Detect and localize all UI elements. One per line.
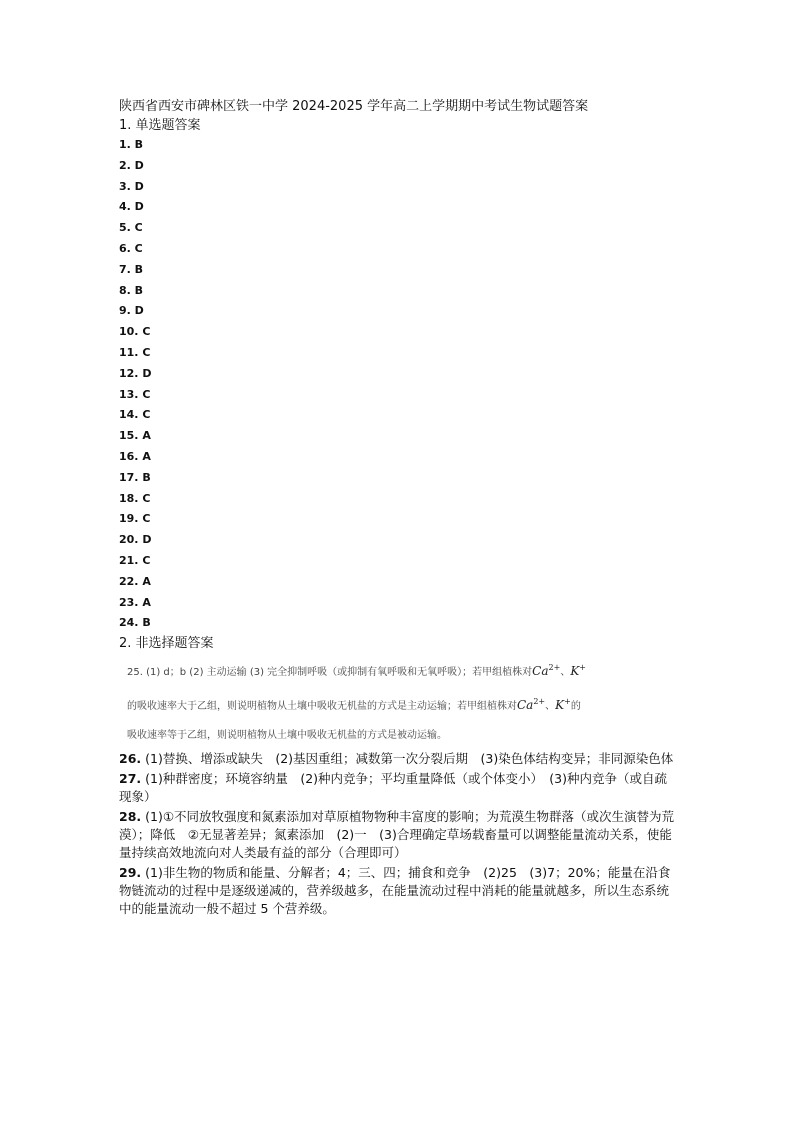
- formula-ca: $Ca^{2+}$: [517, 697, 546, 713]
- answer-item: 19. C: [119, 512, 151, 526]
- answer-item: 18. C: [119, 491, 151, 505]
- answer-item: 16. A: [119, 449, 151, 463]
- answer-item: 7. B: [119, 262, 144, 276]
- q25-line-1: 25. (1) d；b (2) 主动运输 (3) 完全抑制呼吸（或抑制有氧呼吸和无氧呼吸）；若甲组植株对$Ca^{2+}$、K+: [127, 663, 586, 679]
- answer-item: 22. A: [119, 574, 151, 588]
- answer-paragraph: [119, 750, 679, 768]
- answer-text: (1)种群密度；环境容纳量 (2)种内竞争；平均重量降低（或个体变小） (3)种内竞争（或自疏现象）: [119, 771, 668, 805]
- formula-k: K+: [555, 697, 571, 713]
- answer-paragraph: [119, 770, 679, 806]
- answer-text: (1)替换、增添或缺失 (2)基因重组；减数第一次分裂后期 (3)染色体结构变异；非同源染色体: [145, 751, 674, 767]
- answer-item: 14. C: [119, 408, 151, 422]
- section-heading-single-choice: 1. 单选题答案: [119, 118, 201, 133]
- formula-ca: $Ca^{2+}$: [532, 663, 561, 679]
- answer-text: (1)①不同放牧强度和氮素添加对草原植物物种丰富度的影响；为荒漠生物群落（或次生演替为荒漠）；降低 ②无显著差异；氮素添加 (2)一 (3)合理确定草场载畜量可以调整能量流动关系，使能量持续高效地流向对人类最有益的部分（合理即可）: [119, 809, 675, 861]
- question-number: 29.: [119, 865, 142, 881]
- document-title: 陕西省西安市碑林区铁一中学 2024-2025 学年高二上学期期中考试生物试题答案: [119, 99, 589, 114]
- question-number: 28.: [119, 809, 142, 825]
- answer-item: 2. D: [119, 158, 144, 172]
- q25-line-3: 吸收速率等于乙组，则说明植物从土壤中吸收无机盐的方式是被动运输。: [127, 730, 447, 742]
- answer-item: 6. C: [119, 241, 143, 255]
- answer-item: 1. B: [119, 138, 144, 151]
- answer-item: 23. A: [119, 595, 151, 609]
- answer-text: (1)非生物的物质和能量、分解者；4；三、四；捕食和竞争 (2)25 (3)7；20%；能量在沿食物链流动的过程中是逐级递减的，营养级越多，在能量流动过程中消耗的能量就越多，所以生态系统中的能量流动一般不超过 5 个营养级。: [119, 865, 671, 917]
- answer-item: 17. B: [119, 470, 151, 484]
- answer-item: 5. C: [119, 221, 143, 235]
- answer-item: 21. C: [119, 553, 151, 567]
- answer-item: 20. D: [119, 533, 152, 547]
- question-number: 27.: [119, 771, 142, 787]
- q25-line-2: 的吸收速率大于乙组，则说明植物从土壤中吸收无机盐的方式是主动运输；若甲组植株对$Ca^{2+}$、K+的: [127, 697, 581, 713]
- question-number: 26.: [119, 751, 142, 767]
- formula-k: K+: [570, 663, 586, 679]
- answer-item: 13. C: [119, 387, 151, 401]
- answer-item: 4. D: [119, 200, 144, 214]
- single-choice-answer-list: [119, 135, 679, 634]
- question-25-answer: [127, 653, 672, 750]
- answer-item: 11. C: [119, 345, 151, 359]
- answer-item: 10. C: [119, 325, 151, 339]
- answer-item: 9. D: [119, 304, 144, 318]
- answer-paragraph: [119, 864, 679, 918]
- answer-item: 15. A: [119, 429, 151, 443]
- q25-text: 25. (1) d；b (2) 主动运输 (3) 完全抑制呼吸（或抑制有氧呼吸和无氧呼吸）；若甲组植株对: [127, 667, 533, 679]
- answer-item: 8. B: [119, 283, 144, 297]
- answer-item: 24. B: [119, 616, 151, 630]
- section-heading-non-choice: 2. 非选择题答案: [119, 636, 214, 652]
- answer-item: 12. D: [119, 366, 152, 380]
- answer-document: [119, 98, 679, 920]
- answer-paragraph: [119, 808, 679, 862]
- answer-item: 3. D: [119, 179, 144, 193]
